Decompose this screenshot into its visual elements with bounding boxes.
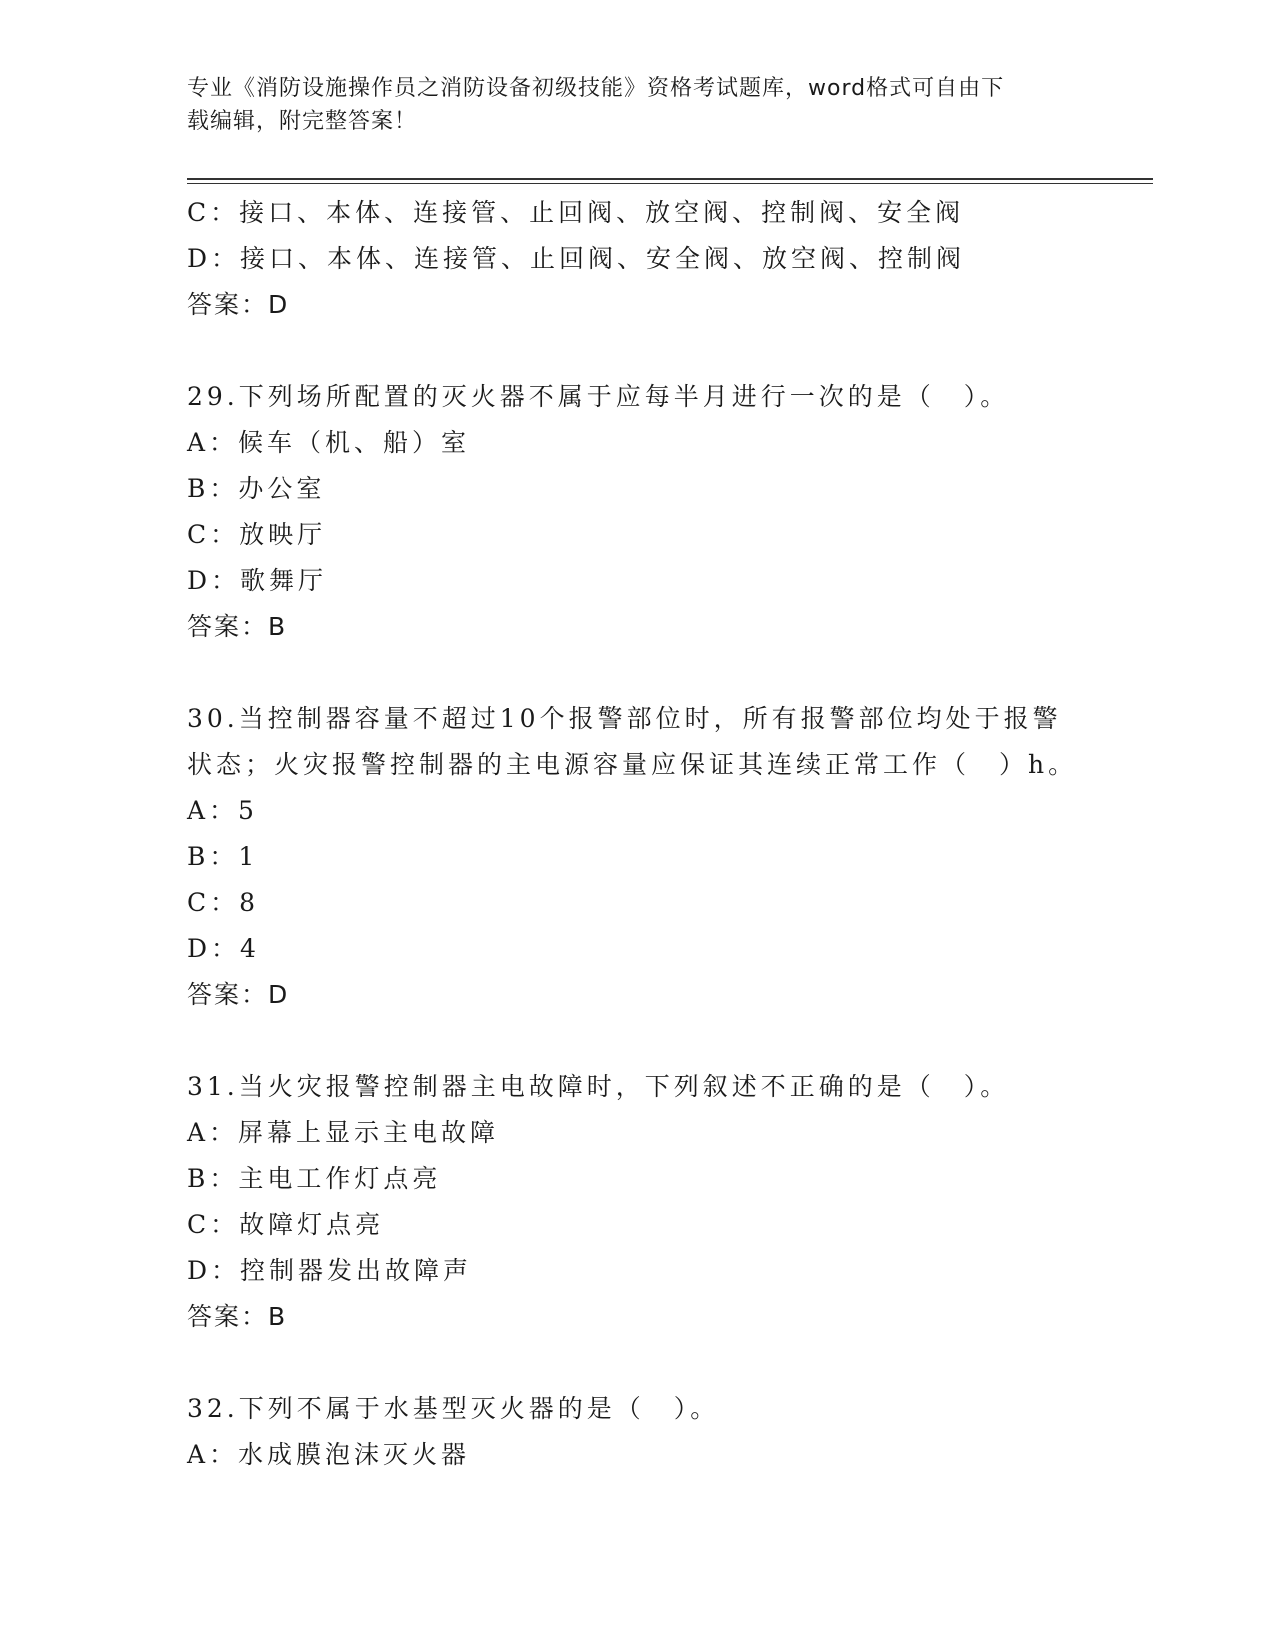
question-block-partial	[187, 190, 1087, 328]
header-divider-thick	[187, 178, 1153, 180]
answer-line: 答案：B	[187, 1302, 288, 1331]
option-d: D：接口、本体、连接管、止回阀、安全阀、放空阀、控制阀	[187, 244, 966, 273]
spacer	[187, 1340, 1087, 1386]
option-a: A：5	[187, 796, 258, 825]
question-list	[187, 190, 1087, 1478]
spacer	[187, 1018, 1087, 1064]
header-title-line-2: 载编辑，附完整答案！	[187, 109, 418, 134]
answer-line: 答案：D	[187, 980, 290, 1009]
question-stem: 31.当火灾报警控制器主电故障时，下列叙述不正确的是（ ）。	[187, 1072, 1010, 1101]
option-c: C：接口、本体、连接管、止回阀、放空阀、控制阀、安全阀	[187, 198, 965, 227]
question-block-32	[187, 1386, 1087, 1478]
spacer	[187, 650, 1087, 696]
option-b: B：1	[187, 842, 259, 871]
question-block-29	[187, 374, 1087, 650]
header-divider-thin	[187, 183, 1153, 184]
option-b: B：办公室	[187, 474, 326, 503]
document-header	[187, 72, 1087, 138]
header-title-line-1: 专业《消防设施操作员之消防设备初级技能》资格考试题库，word格式可自由下	[187, 76, 1005, 101]
option-a: A：屏幕上显示主电故障	[187, 1118, 500, 1147]
answer-line: 答案：D	[187, 290, 290, 319]
option-d: D：控制器发出故障声	[187, 1256, 473, 1285]
option-a: A：候车（机、船）室	[187, 428, 471, 457]
option-a: A：水成膜泡沫灭火器	[187, 1440, 471, 1469]
question-stem: 32.下列不属于水基型灭火器的是（ ）。	[187, 1394, 720, 1423]
question-stem-line-1: 30.当控制器容量不超过10个报警部位时，所有报警部位均处于报警	[187, 704, 1062, 733]
question-block-31	[187, 1064, 1087, 1340]
question-block-30	[187, 696, 1087, 1018]
answer-line: 答案：B	[187, 612, 288, 641]
option-c: C：放映厅	[187, 520, 327, 549]
option-c: C：8	[187, 888, 260, 917]
question-stem-line-2: 状态；火灾报警控制器的主电源容量应保证其连续正常工作（ ）h。	[187, 750, 1078, 779]
spacer	[187, 328, 1087, 374]
option-d: D：歌舞厅	[187, 566, 328, 595]
option-c: C：故障灯点亮	[187, 1210, 385, 1239]
option-d: D：4	[187, 934, 260, 963]
question-stem: 29.下列场所配置的灭火器不属于应每半月进行一次的是（ ）。	[187, 382, 1010, 411]
option-b: B：主电工作灯点亮	[187, 1164, 442, 1193]
